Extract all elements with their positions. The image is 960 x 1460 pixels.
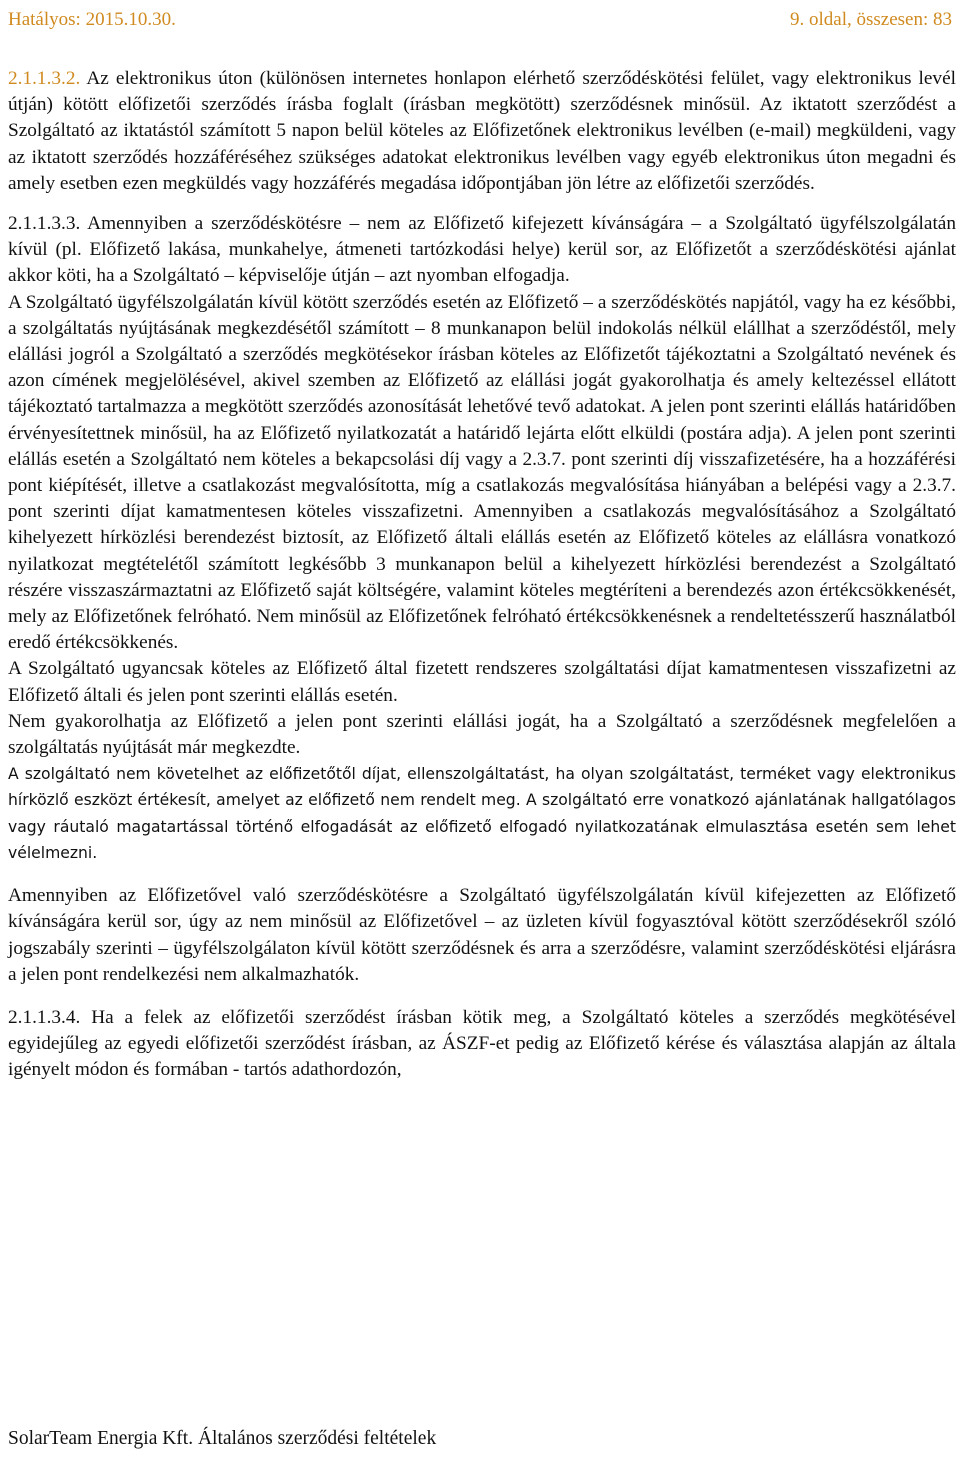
- section-2-1-1-3-3: [8, 211, 956, 290]
- section-number: 2.1.1.3.3.: [8, 213, 81, 235]
- paragraph-refund: A Szolgáltató ugyancsak köteles az Előfizető által fizetett rendszeres szolgáltatási díjat kamatmentesen visszafizetni az Előfizető általi és jelen pont szerinti elállás esetén.: [8, 658, 956, 706]
- paragraph-text: Ha a felek az előfizetői szerződést írásban kötik meg, a Szolgáltató köteles a szerződés megkötésével egyidejűleg az egyedi előfizetői szerződést írásban, az ÁSZF-et pedig az Előfizető kérése és választása alapján az általa igényelt módon és formában - tartós adathordozón,: [8, 1006, 956, 1081]
- page-footer: SolarTeam Energia Kft. Általános szerződési feltételek: [8, 1428, 437, 1449]
- paragraph-text: Az elektronikus úton (különösen internetes honlapon elérhető szerződéskötési felület, vagy elektronikus levél útján) kötött előfizetői szerződés írásba foglalt (írásban megkötött) szerződésnek minősül.: [8, 68, 956, 116]
- section-2-1-1-3-4: [8, 1005, 956, 1084]
- section-2-1-1-3-2: [8, 66, 956, 197]
- paragraph-text: Amennyiben a szerződéskötésre – nem az Előfizető kifejezett kívánságára – a Szolgáltató ügyfélszolgálatán kívül (pl. Előfizető lakása, munkahelye, átmeneti tartózkodási helye) kerül sor, az Előfizetőt a szerződéskötési ajánlat akkor köti, ha a Szolgáltató – képviselője útján – azt nyomban elfogadja.: [8, 213, 957, 287]
- page-header: [8, 5, 952, 35]
- paragraph-unsolicited: A szolgáltató nem követelhet az előfizetőtől díjat, ellenszolgáltatást, ha olyan szolgáltatást, terméket vagy elektronikus hírközlő eszközt értékesít, amelyet az előfizető nem rendelt meg. A szolgáltató erre vonatkozó ajánlatának hallgatólagos vagy ráutaló magatartással történő elfogadását az előfizető elfogadó nyilatkozatának elmulasztása esetén sem lehet vélelmezni.: [8, 765, 956, 862]
- effective-date: Hatályos: 2015.10.30.: [8, 9, 176, 30]
- paragraph-no-withdrawal: Nem gyakorolhatja az Előfizető a jelen pont szerinti elállási jogát, ha a Szolgáltató a szerződésnek megfelelően a szolgáltatás nyújtását már megkezdte.: [8, 710, 956, 759]
- document-body: [8, 66, 956, 1084]
- paragraph-customer-request: Amennyiben az Előfizetővel való szerződéskötésre a Szolgáltató ügyfélszolgálatán kívül kifejezetten az Előfizető kívánságára kerül sor, úgy az nem minősül az Előfizetővel – az üzleten kívül fogyasztóval kötött szerződésekről szóló jogszabály szerinti – ügyfélszolgálaton kívül kötött szerződésnek és arra a szerződésre, valamint szerződéskötési eljárásra a jelen pont rendelkezési nem alkalmazhatók.: [8, 885, 956, 985]
- section-number: 2.1.1.3.4.: [8, 1006, 81, 1028]
- page-info: 9. oldal, összesen: 83: [789, 9, 952, 30]
- section-number: 2.1.1.3.2.: [8, 68, 81, 89]
- paragraph-text: Az iktatott szerződést a Szolgáltató az iktatástól számított 5 napon belül köteles az Előfizetőnek elektronikus levélben (e-mail) megküldeni, vagy az iktatott szerződés hozzáféréséhez szükséges adatokat elektronikus levélben vagy egyéb elektronikus úton megadni és amely esetben ezen megküldés vagy hozzáférés megadása időpontjában jön létre az előfizetői szerződés.: [8, 94, 956, 194]
- paragraph-withdrawal: A Szolgáltató ügyfélszolgálatán kívül kötött szerződés esetén az Előfizető – a szerződéskötés napjától, vagy ha ez későbbi, a szolgáltatás nyújtásának megkezdésétől számított – 8 munkanapon belül indokolás nélkül elállhat a szerződéstől, mely elállási jogról a Szolgáltató a szerződés megkötésekor írásban köteles az Előfizetőt tájékoztatni a Szolgáltató nevének és azon címének megjelölésével, akivel szemben az Előfizető az elállási jogát gyakorolhatja és amely keltezéssel ellátott tájékoztató tartalmazza a megkötött szerződés azonosítását lehetővé tevő adatokat. A jelen pont szerinti elállás határidőben érvényesítettnek minősül, ha az Előfizető nyilatkozatát a határidő lejárta előtt elküldi (postára adja). A jelen pont szerinti elállás esetén a Szolgáltató nem köteles a bekapcsolási díj vagy a 2.3.7. pont szerinti díj visszafizetésére, ha a hozzáférési pont kiépítését, illetve a csatlakozást megvalósította, míg a csatlakozás megvalósítása hiányában a belépési vagy a 2.3.7. pont szerinti díjat kamatmentesen köteles visszafizetni. Amennyiben a csatlakozás megvalósításához a Szolgáltató kihelyezett hírközlési berendezést biztosít, az Előfizető általi elállás esetén az Előfizető köteles az elállásra vonatkozó nyilatkozat megtételétől számított legkésőbb 3 munkanapon belül a kihelyezett hírközlési berendezést a Szolgáltató részére visszaszármaztatni az Előfizető saját költségére, valamint köteles megtéríteni a berendezés azon értékcsökkenését, mely az Előfizetőnek felróható. Nem minősül az Előfizetőnek felróható értékcsökkenésnek a rendeltetésszerű használatból eredő értékcsökkenés.: [8, 291, 956, 654]
